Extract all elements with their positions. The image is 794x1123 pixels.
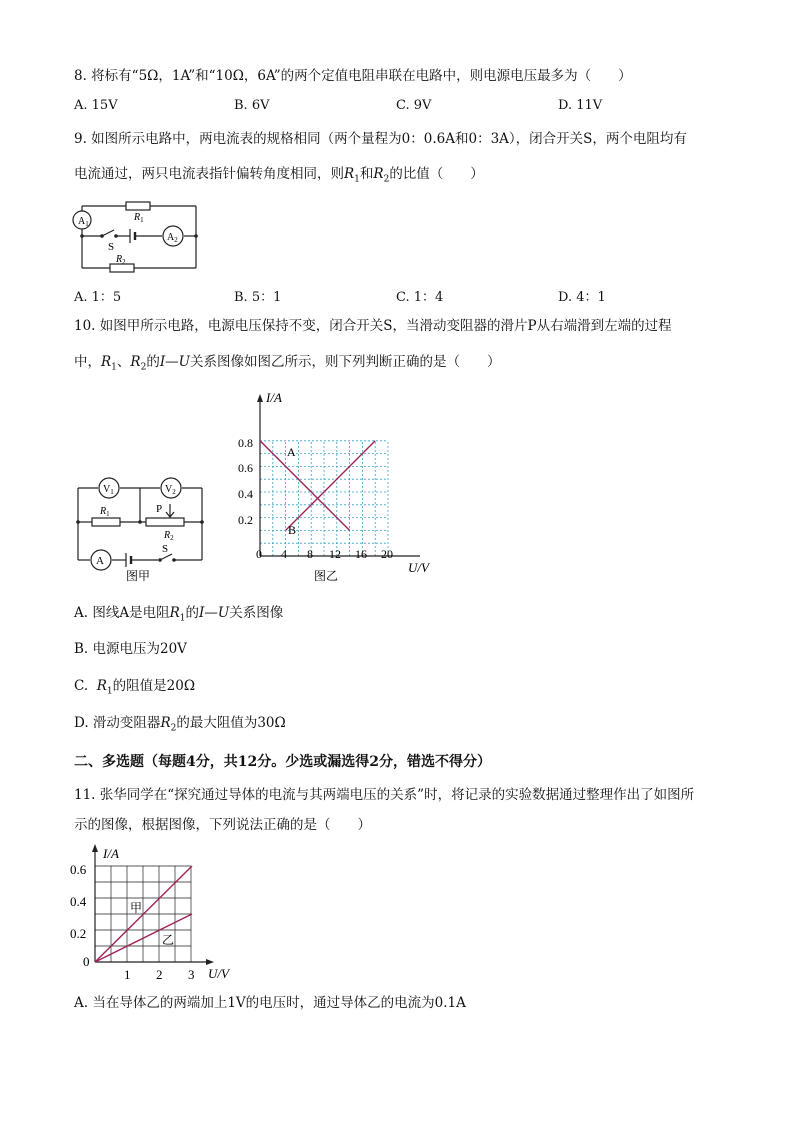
q9-option-a[interactable]: A. 1：5: [74, 290, 122, 305]
x-tick-16: 16: [355, 547, 367, 561]
q9-option-b[interactable]: B. 5：1: [234, 290, 282, 305]
q11-line1: 11. 张华同学在“探究通过导体的电流与其两端电压的关系”时，将记录的实验数据通过整理作出了如图所: [74, 787, 695, 803]
x-tick-1: 1: [124, 967, 131, 982]
q11-line2: 示的图像，根据图像，下列说法正确的是（ ）: [74, 817, 371, 833]
x-axis-label: U/V: [408, 560, 429, 575]
y-tick-0: 0: [83, 954, 90, 969]
q11-option-a[interactable]: A. 当在导体乙的两端加上1V的电压时，通过导体乙的电流为0.1A: [74, 995, 466, 1011]
graph-line-a: [260, 441, 350, 531]
ammeter-label: A: [96, 555, 104, 567]
graph-line-yi: [95, 914, 192, 962]
y-axis-label: I/A: [103, 846, 119, 861]
q8-option-a[interactable]: A. 15V: [74, 98, 118, 113]
y-tick-0-4: 0.4: [238, 487, 253, 501]
q10-option-a[interactable]: A. 图线A是电阻$R_1$的I—U关系图像: [74, 605, 284, 624]
q9-line2: 电流通过，两只电流表指针偏转角度相同，则$R_1$和$R_2$的比值（ ）: [74, 166, 484, 185]
q10-option-d[interactable]: D. 滑动变阻器$R_2$的最大阻值为30Ω: [74, 715, 286, 734]
r2-label: $R_2$: [164, 530, 174, 542]
switch-label: S: [162, 543, 169, 555]
r1-label: $R_1$: [100, 506, 110, 518]
q9-option-d[interactable]: D. 4：1: [558, 290, 606, 305]
y-tick-0-8: 0.8: [238, 436, 253, 450]
x-tick-3: 3: [188, 967, 195, 982]
v2-label: $V_2$: [165, 484, 176, 496]
graph-line-b: [286, 441, 376, 531]
line-a-label: A: [287, 445, 296, 459]
q8-option-d[interactable]: D. 11V: [558, 98, 603, 113]
q9-line1: 9. 如图所示电路中，两电流表的规格相同（两个量程为0：0.6A和0：3A），闭合开关S，两个电阻均有: [74, 131, 687, 147]
x-tick-2: 2: [156, 967, 163, 982]
q10-line1: 10. 如图甲所示电路，电源电压保持不变，闭合开关S，当滑动变阻器的滑片P从右端滑到左端的过程: [74, 318, 672, 334]
y-tick-0-4: 0.4: [70, 894, 87, 909]
yi-label: 乙: [162, 933, 175, 947]
q8-option-b[interactable]: B. 6V: [234, 98, 270, 113]
y-tick-0-2: 0.2: [238, 513, 253, 527]
q10-option-b[interactable]: B. 电源电压为20V: [74, 641, 187, 657]
q8-text: 8. 将标有“5Ω，1A”和“10Ω，6A”的两个定值电阻串联在电路中，则电源电压最多为（ ）: [74, 68, 632, 84]
y-tick-0-2: 0.2: [70, 926, 87, 941]
jia-label: 甲: [130, 901, 143, 915]
y-tick-0-6: 0.6: [238, 461, 253, 475]
q9-option-c[interactable]: C. 1：4: [396, 290, 444, 305]
q10-option-c[interactable]: C. $R_1$的阻值是20Ω: [74, 678, 196, 697]
q10-circuit-diagram: [68, 472, 218, 584]
figure-yi-caption: 图乙: [314, 569, 339, 583]
q9-circuit-diagram: [70, 196, 210, 274]
x-tick-12: 12: [329, 547, 341, 561]
v1-label: $V_1$: [103, 484, 114, 496]
y-axis-label: I/A: [266, 390, 282, 405]
x-tick-4: 4: [281, 547, 287, 561]
x-tick-0: 0: [256, 547, 262, 561]
section-2-heading: 二、多选题（每题4分，共12分。少选或漏选得2分，错选不得分）: [74, 754, 491, 770]
q10-line2: 中，$R_1$、$R_2$的I—U关系图像如图乙所示，则下列判断正确的是（ ）: [74, 354, 501, 373]
y-tick-0-6: 0.6: [70, 862, 87, 877]
x-tick-8: 8: [307, 547, 313, 561]
r1-label: $R_1$: [134, 212, 144, 224]
x-tick-20: 20: [381, 547, 393, 561]
q11-iu-graph: [70, 842, 250, 984]
slider-p-label: P: [156, 503, 163, 515]
line-b-label: B: [288, 523, 297, 537]
a2-label: $A_2$: [167, 232, 178, 244]
q10-iu-graph: [230, 390, 440, 588]
figure-jia-caption: 图甲: [126, 569, 151, 583]
switch-label: S: [108, 241, 115, 253]
q8-option-c[interactable]: C. 9V: [396, 98, 432, 113]
x-axis-label: U/V: [208, 966, 229, 981]
r2-label: $R_2$: [116, 254, 126, 266]
a1-label: $A_1$: [78, 216, 89, 228]
